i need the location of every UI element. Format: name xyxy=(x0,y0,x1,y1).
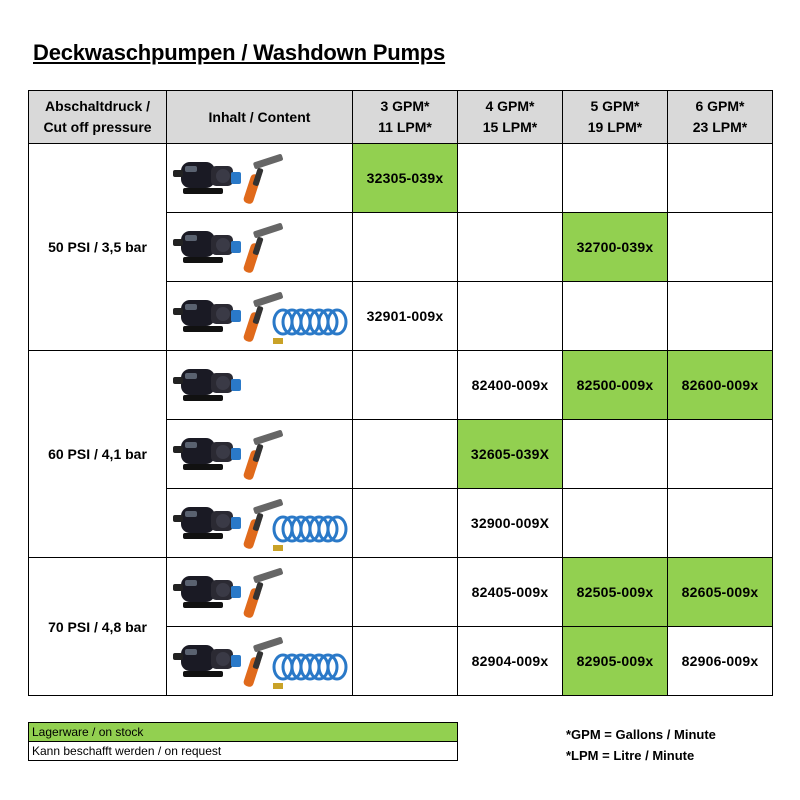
content-cell xyxy=(167,351,353,420)
content-cell xyxy=(167,420,353,489)
part-number-cell xyxy=(668,282,773,351)
content-cell xyxy=(167,282,353,351)
part-number-cell xyxy=(353,213,458,282)
footnote-gpm: *GPM = Gallons / Minute xyxy=(566,727,716,742)
part-number-cell xyxy=(458,213,563,282)
header-content: Inhalt / Content xyxy=(167,91,353,144)
product-image xyxy=(171,286,351,346)
content-cell xyxy=(167,558,353,627)
coiled-hose-icon xyxy=(273,655,346,689)
part-number-cell xyxy=(353,351,458,420)
part-number-cell: 82904-009x xyxy=(458,627,563,696)
header-pressure xyxy=(29,91,167,144)
part-number-cell xyxy=(353,627,458,696)
footnote-lpm: *LPM = Litre / Minute xyxy=(566,748,695,763)
part-number-cell xyxy=(353,420,458,489)
part-number-cell: 32605-039X xyxy=(458,420,563,489)
pump-icon xyxy=(173,645,241,677)
header-pressure-en: Cut off pressure xyxy=(43,119,152,135)
header-flow-6gpm xyxy=(668,91,773,144)
part-number-cell: 82600-009x xyxy=(668,351,773,420)
table-row xyxy=(29,351,773,420)
pressure-cell: 70 PSI / 4,8 bar xyxy=(29,558,167,696)
part-number-cell xyxy=(668,213,773,282)
product-image xyxy=(171,217,351,277)
footnotes xyxy=(566,724,716,766)
legend xyxy=(28,722,458,761)
table-row xyxy=(29,558,773,627)
product-image xyxy=(171,631,351,691)
header-flow-4gpm xyxy=(458,91,563,144)
part-number-cell xyxy=(668,144,773,213)
part-number-cell xyxy=(458,144,563,213)
part-number-cell xyxy=(563,420,668,489)
part-number-cell: 82905-009x xyxy=(563,627,668,696)
product-image xyxy=(171,148,351,208)
part-number-cell: 82605-009x xyxy=(668,558,773,627)
part-number-cell xyxy=(563,489,668,558)
spray-gun-icon xyxy=(243,292,284,343)
part-number-cell xyxy=(353,558,458,627)
pump-icon xyxy=(173,300,241,332)
pump-icon xyxy=(173,438,241,470)
part-number-cell: 82405-009x xyxy=(458,558,563,627)
spray-gun-icon xyxy=(243,223,284,274)
product-image xyxy=(171,355,351,415)
part-number-cell: 82400-009x xyxy=(458,351,563,420)
part-number-cell: 32901-009x xyxy=(353,282,458,351)
legend-on-request: Kann beschafft werden / on request xyxy=(29,742,458,761)
header-row xyxy=(29,91,773,144)
spray-gun-icon xyxy=(243,154,284,205)
pump-icon xyxy=(173,576,241,608)
pressure-cell: 60 PSI / 4,1 bar xyxy=(29,351,167,558)
content-cell xyxy=(167,627,353,696)
content-cell xyxy=(167,489,353,558)
header-gpm: 6 GPM* xyxy=(695,98,745,114)
part-number-cell: 32305-039x xyxy=(353,144,458,213)
table-body xyxy=(29,144,773,696)
content-cell xyxy=(167,144,353,213)
part-number-cell xyxy=(353,489,458,558)
product-image xyxy=(171,424,351,484)
pump-icon xyxy=(173,162,241,194)
spray-gun-icon xyxy=(243,430,284,481)
part-number-cell xyxy=(563,282,668,351)
legend-on-stock: Lagerware / on stock xyxy=(29,723,458,742)
content-cell xyxy=(167,213,353,282)
header-gpm: 4 GPM* xyxy=(485,98,535,114)
header-flow-5gpm xyxy=(563,91,668,144)
header-gpm: 3 GPM* xyxy=(380,98,430,114)
coiled-hose-icon xyxy=(273,517,346,551)
table-row xyxy=(29,144,773,213)
header-gpm: 5 GPM* xyxy=(590,98,640,114)
page-title: Deckwaschpumpen / Washdown Pumps xyxy=(33,40,446,65)
header-lpm: 15 LPM* xyxy=(482,119,538,135)
header-lpm: 23 LPM* xyxy=(692,119,748,135)
header-flow-3gpm xyxy=(353,91,458,144)
part-number-cell: 82906-009x xyxy=(668,627,773,696)
pump-icon xyxy=(173,231,241,263)
part-number-cell: 82505-009x xyxy=(563,558,668,627)
pump-icon xyxy=(173,507,241,539)
coiled-hose-icon xyxy=(273,310,346,344)
part-number-cell xyxy=(668,420,773,489)
part-number-cell xyxy=(458,282,563,351)
part-number-cell xyxy=(563,144,668,213)
header-pressure-de: Abschaltdruck / xyxy=(44,98,151,114)
part-number-cell xyxy=(668,489,773,558)
header-lpm: 11 LPM* xyxy=(378,119,432,135)
spray-gun-icon xyxy=(243,637,284,688)
pump-icon xyxy=(173,369,241,401)
spray-gun-icon xyxy=(243,568,284,619)
part-number-cell: 32700-039x xyxy=(563,213,668,282)
product-image xyxy=(171,562,351,622)
part-number-cell: 32900-009X xyxy=(458,489,563,558)
part-number-cell: 82500-009x xyxy=(563,351,668,420)
spray-gun-icon xyxy=(243,499,284,550)
pump-table xyxy=(28,90,773,696)
header-lpm: 19 LPM* xyxy=(587,119,643,135)
product-image xyxy=(171,493,351,553)
pressure-cell: 50 PSI / 3,5 bar xyxy=(29,144,167,351)
